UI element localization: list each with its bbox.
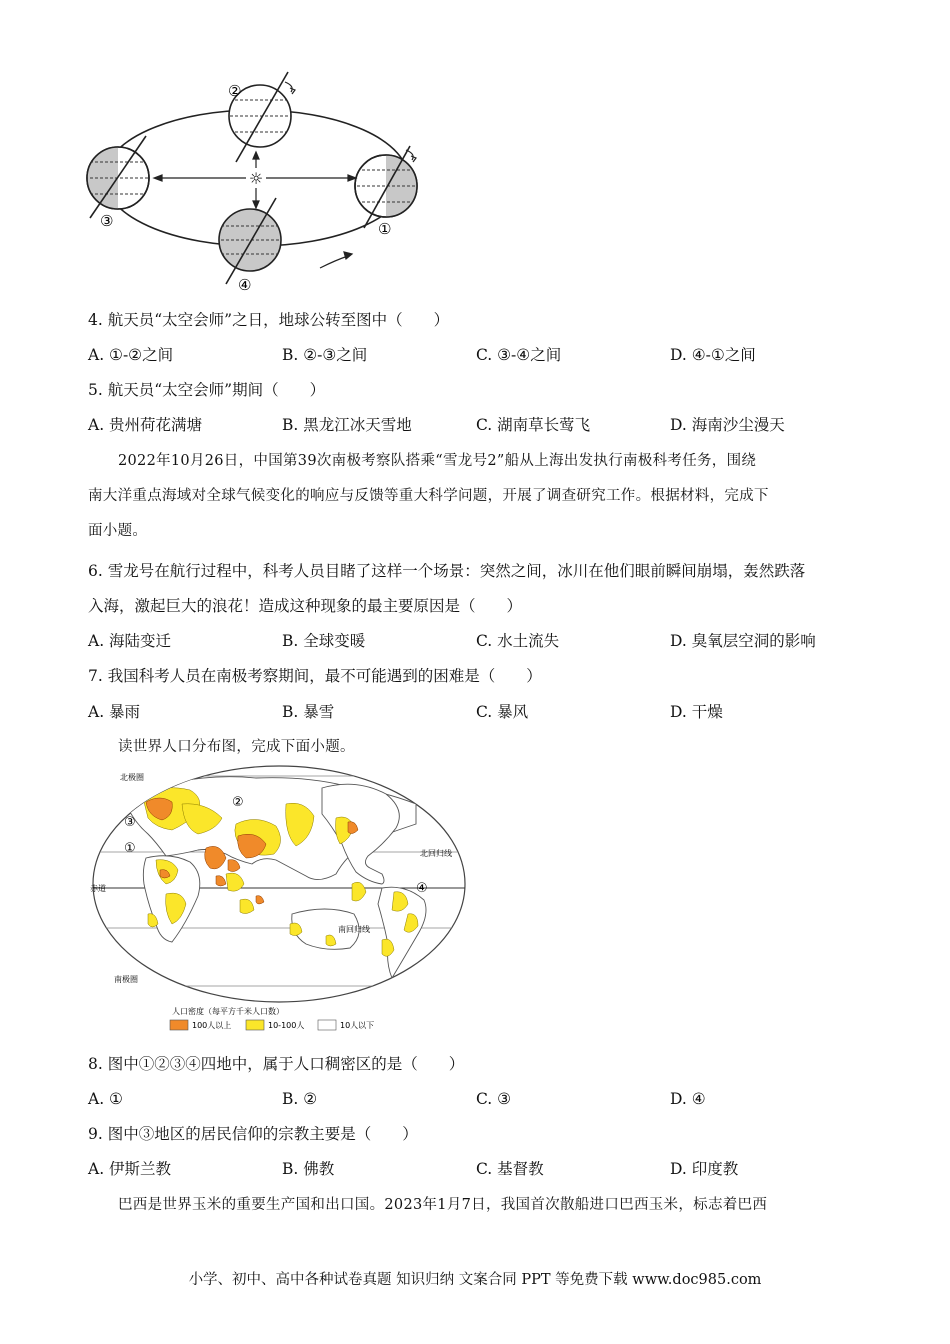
legend-title: 人口密度（每平方千米人口数） — [172, 1007, 284, 1016]
q4-option-a[interactable]: A. ①-②之间 — [88, 346, 174, 364]
map-point-1: ① — [124, 841, 136, 856]
orbit-direction-arrow — [320, 252, 352, 268]
q5-option-a[interactable]: A. 贵州荷花满塘 — [88, 416, 203, 434]
question-6-line-2: 入海，激起巨大的浪花！造成这种现象的最主要原因是（ ） — [88, 597, 523, 615]
earth-position-3 — [85, 136, 152, 218]
q7-option-c[interactable]: C. 暴风 — [476, 703, 529, 721]
q6-option-a[interactable]: A. 海陆变迁 — [88, 632, 172, 650]
q6-option-b[interactable]: B. 全球变暖 — [282, 632, 366, 650]
material-1-line-1: 2022年10月26日，中国第39次南极考察队搭乘“雪龙号2”船从上海出发执行南极科考任务，围绕 — [118, 453, 757, 469]
q7-option-d[interactable]: D. 干燥 — [670, 703, 723, 721]
q8-option-b[interactable]: B. ② — [282, 1090, 318, 1108]
q8-option-a[interactable]: A. ① — [88, 1090, 123, 1108]
q9-option-c[interactable]: C. 基督教 — [476, 1160, 544, 1178]
question-8-stem: 8. 图中①②③④四地中，属于人口稠密区的是（ ） — [88, 1055, 465, 1073]
page-footer: 小学、初中、高中各种试卷真题 知识归纳 文案合同 PPT 等免费下载 www.doc985.com — [188, 1272, 762, 1288]
q5-option-b[interactable]: B. 黑龙江冰天雪地 — [282, 416, 412, 434]
material-2: 读世界人口分布图，完成下面小题。 — [118, 739, 355, 755]
map-legend — [170, 1006, 374, 1030]
q9-option-a[interactable]: A. 伊斯兰教 — [88, 1160, 172, 1178]
map-point-4: ④ — [416, 881, 428, 896]
world-population-map — [86, 764, 472, 1044]
label-equator: 赤道 — [90, 884, 106, 893]
label-antarctic-circle: 南极圈 — [114, 975, 138, 984]
earth-position-1 — [352, 146, 420, 228]
label-tropic-of-capricorn: 南回归线 — [338, 925, 370, 934]
material-1-line-2: 南大洋重点海域对全球气候变化的响应与反馈等重大科学问题，开展了调查研究工作。根据材料，完成下 — [88, 488, 769, 504]
q8-option-d[interactable]: D. ④ — [670, 1090, 706, 1108]
material-1-line-3: 面小题。 — [88, 523, 148, 539]
question-9-stem: 9. 图中③地区的居民信仰的宗教主要是（ ） — [88, 1125, 418, 1143]
q7-option-b[interactable]: B. 暴雪 — [282, 703, 335, 721]
question-4-stem: 4. 航天员“太空会师”之日，地球公转至图中（ ） — [88, 311, 450, 329]
q7-option-a[interactable]: A. 暴雨 — [88, 703, 141, 721]
label-position-2: ② — [228, 82, 242, 100]
legend-item-medium: 10-100人 — [268, 1021, 305, 1030]
label-position-4: ④ — [238, 276, 252, 294]
q4-option-b[interactable]: B. ②-③之间 — [282, 346, 368, 364]
q4-option-c[interactable]: C. ③-④之间 — [476, 346, 562, 364]
map-point-2: ② — [232, 795, 244, 810]
sun-icon — [249, 169, 263, 188]
question-5-stem: 5. 航天员“太空会师”期间（ ） — [88, 381, 326, 399]
q5-option-d[interactable]: D. 海南沙尘漫天 — [670, 416, 785, 434]
q9-option-d[interactable]: D. 印度教 — [670, 1160, 739, 1178]
label-position-1: ① — [378, 220, 392, 238]
legend-item-high: 100人以上 — [192, 1021, 232, 1030]
q4-option-d[interactable]: D. ④-①之间 — [670, 346, 756, 364]
material-3: 巴西是世界玉米的重要生产国和出口国。2023年1月7日，我国首次散船进口巴西玉米，标志着巴西 — [118, 1197, 768, 1213]
q9-option-b[interactable]: B. 佛教 — [282, 1160, 335, 1178]
svg-text:☼: ☼ — [248, 169, 264, 188]
question-7-stem: 7. 我国科考人员在南极考察期间，最不可能遇到的困难是（ ） — [88, 667, 542, 685]
label-arctic-circle: 北极圈 — [120, 773, 144, 782]
q6-option-c[interactable]: C. 水土流失 — [476, 632, 560, 650]
legend-item-low: 10人以下 — [340, 1021, 375, 1030]
q5-option-c[interactable]: C. 湖南草长莺飞 — [476, 416, 591, 434]
earth-orbit-diagram — [80, 66, 440, 306]
earth-position-4 — [216, 198, 286, 284]
label-position-3: ③ — [100, 212, 114, 230]
label-tropic-of-cancer: 北回归线 — [420, 849, 452, 858]
question-6-line-1: 6. 雪龙号在航行过程中，科考人员目睹了这样一个场景：突然之间，冰川在他们眼前瞬间崩塌，轰然跌落 — [88, 562, 806, 580]
material-1 — [88, 444, 860, 549]
q8-option-c[interactable]: C. ③ — [476, 1090, 512, 1108]
q6-option-d[interactable]: D. 臭氧层空洞的影响 — [670, 632, 816, 650]
map-point-3: ③ — [124, 815, 136, 830]
